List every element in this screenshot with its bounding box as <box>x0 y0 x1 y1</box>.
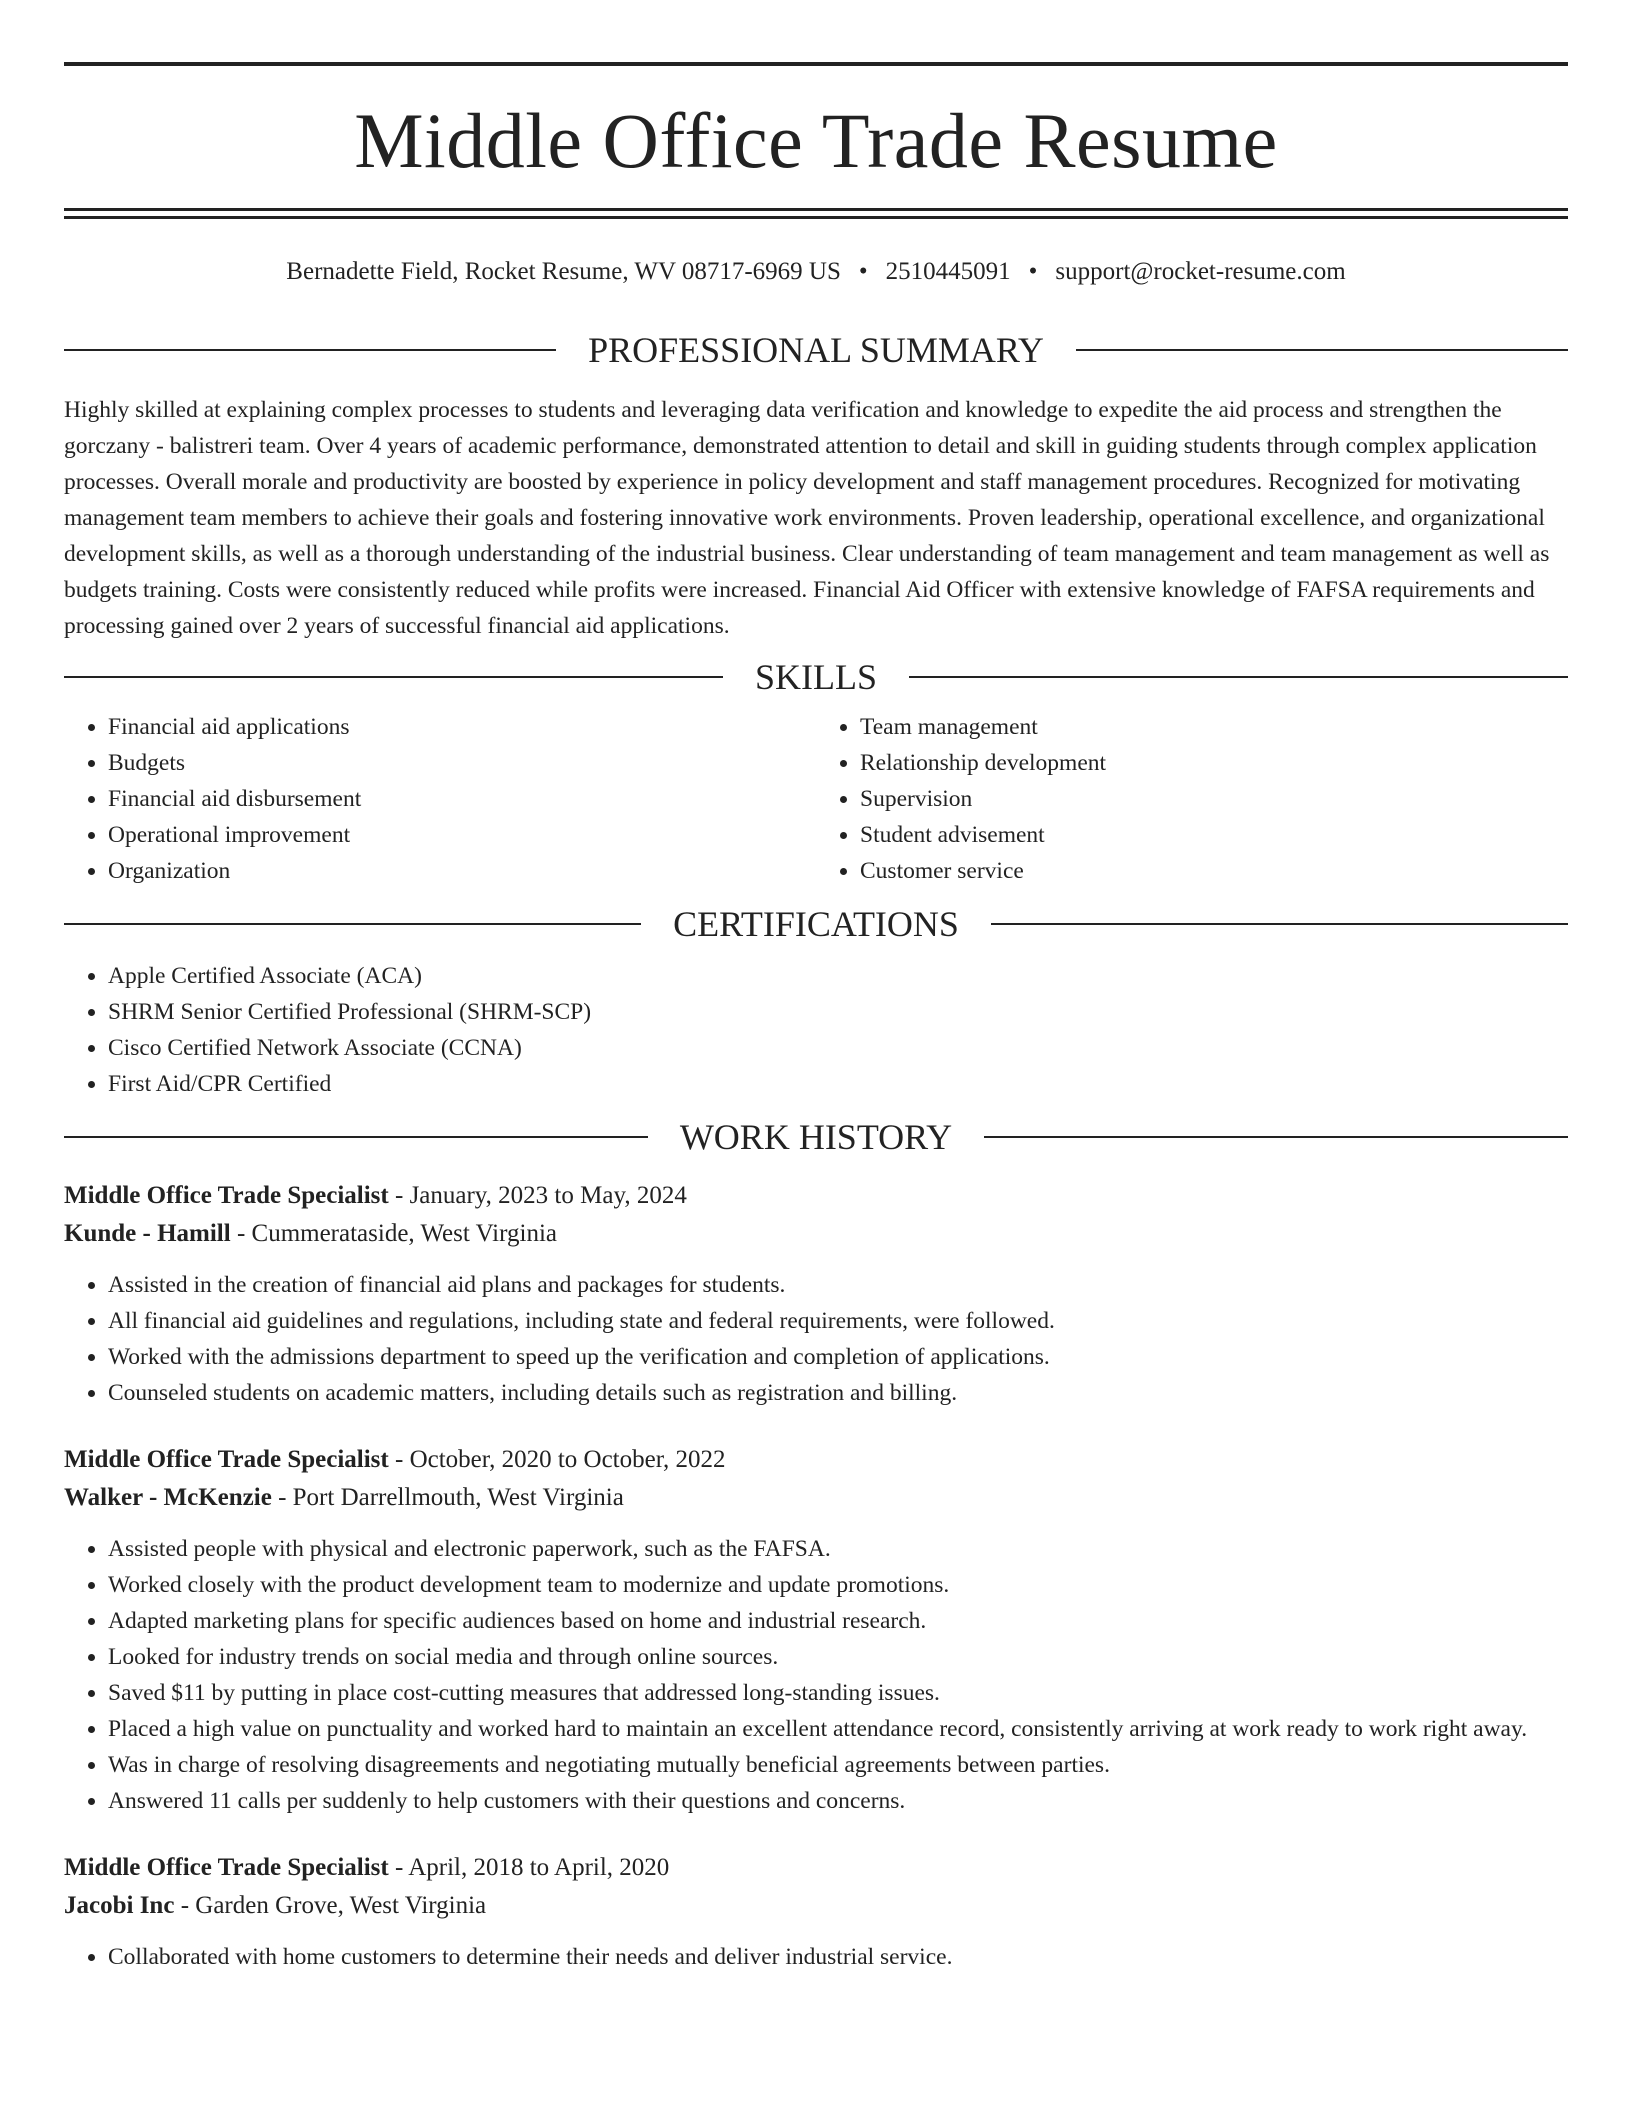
job-location: Port Darrellmouth, West Virginia <box>292 1484 624 1511</box>
job-bullet: • Counseled students on academic matters, including details such as registration and billing. <box>108 1375 1568 1411</box>
job-bullet: • Assisted in the creation of financial aid plans and packages for students. <box>108 1267 1568 1303</box>
job-entry <box>64 1177 1568 1411</box>
contact-phone: 2510445091 <box>885 258 1011 285</box>
job-title-line: Middle Office Trade Specialist - October, 2020 to October, 2022 <box>64 1446 726 1473</box>
title-bottom-double-rule <box>64 208 1568 219</box>
job-bullet: • Worked with the admissions department to speed up the verification and completion of applications. <box>108 1339 1568 1375</box>
section-rule <box>1076 349 1568 351</box>
job-bullet: • Was in charge of resolving disagreements and negotiating mutually beneficial agreements between parties. <box>108 1747 1568 1783</box>
job-location: Cummerataside, West Virginia <box>251 1220 557 1247</box>
certifications-section-header <box>64 904 1568 944</box>
section-rule <box>991 923 1568 925</box>
contact-email: support@rocket-resume.com <box>1055 258 1346 285</box>
job-entry <box>64 1441 1568 1819</box>
skills-section-header <box>64 657 1568 697</box>
job-dates: October, 2020 to October, 2022 <box>409 1446 726 1473</box>
job-bullet: • Saved $11 by putting in place cost-cutting measures that addressed long-standing issues. <box>108 1675 1568 1711</box>
certification-item: • First Aid/CPR Certified <box>108 1066 1568 1102</box>
skill-item: • Team management <box>860 709 1568 745</box>
job-bullet: • Worked closely with the product development team to modernize and update promotions. <box>108 1567 1568 1603</box>
skills-list-right <box>816 709 1568 889</box>
job-bullet: • Placed a high value on punctuality and worked hard to maintain an excellent attendance record, consistently arriving at work ready to work right away. <box>108 1711 1568 1747</box>
contact-address: Bernadette Field, Rocket Resume, WV 08717-6969 US <box>286 258 841 285</box>
job-bullet: • All financial aid guidelines and regulations, including state and federal requirements, were followed. <box>108 1303 1568 1339</box>
job-company: Walker - McKenzie <box>64 1484 272 1511</box>
section-rule <box>64 1136 648 1138</box>
title-block <box>64 0 1568 219</box>
summary-section-header <box>64 330 1568 370</box>
job-title-line: Middle Office Trade Specialist - January, 2023 to May, 2024 <box>64 1182 687 1209</box>
section-rule <box>984 1136 1568 1138</box>
section-rule <box>64 349 556 351</box>
skill-item: • Organization <box>108 853 816 889</box>
job-title: Middle Office Trade Specialist <box>64 1854 389 1881</box>
title-top-rule <box>64 62 1568 66</box>
contact-line <box>64 259 1568 284</box>
skills-list-left <box>64 709 816 889</box>
document-title: Middle Office Trade Resume <box>354 97 1278 184</box>
skills-grid <box>64 709 1568 889</box>
job-bullet: • Looked for industry trends on social media and through online sources. <box>108 1639 1568 1675</box>
skill-item: • Budgets <box>108 745 816 781</box>
job-company-line: Kunde - Hamill - Cummerataside, West Virginia <box>64 1220 557 1247</box>
certifications-heading: CERTIFICATIONS <box>673 904 959 944</box>
job-title-line: Middle Office Trade Specialist - April, 2018 to April, 2020 <box>64 1854 670 1881</box>
job-company-line: Walker - McKenzie - Port Darrellmouth, West Virginia <box>64 1484 624 1511</box>
skill-item: • Student advisement <box>860 817 1568 853</box>
certification-item: • Cisco Certified Network Associate (CCNA) <box>108 1030 1568 1066</box>
skills-heading: SKILLS <box>755 657 878 697</box>
job-bullets <box>64 1267 1568 1411</box>
job-company: Kunde - Hamill <box>64 1220 231 1247</box>
job-company-line: Jacobi Inc - Garden Grove, West Virginia <box>64 1892 487 1919</box>
resume-page <box>64 0 1568 1975</box>
section-rule <box>64 923 641 925</box>
section-rule <box>64 676 723 678</box>
job-bullet: • Answered 11 calls per suddenly to help customers with their questions and concerns. <box>108 1783 1568 1819</box>
contact-separator: • <box>858 258 868 285</box>
job-dates: January, 2023 to May, 2024 <box>409 1182 687 1209</box>
certification-item: • SHRM Senior Certified Professional (SHRM-SCP) <box>108 994 1568 1030</box>
job-title: Middle Office Trade Specialist <box>64 1446 389 1473</box>
contact-separator: • <box>1028 258 1038 285</box>
job-title: Middle Office Trade Specialist <box>64 1182 389 1209</box>
job-bullets <box>64 1531 1568 1819</box>
work-history-section-header <box>64 1117 1568 1157</box>
skill-item: • Customer service <box>860 853 1568 889</box>
certification-item: • Apple Certified Associate (ACA) <box>108 958 1568 994</box>
skill-item: • Relationship development <box>860 745 1568 781</box>
job-bullet: • Adapted marketing plans for specific audiences based on home and industrial research. <box>108 1603 1568 1639</box>
skill-item: • Operational improvement <box>108 817 816 853</box>
section-rule <box>909 676 1568 678</box>
job-company: Jacobi Inc <box>64 1892 175 1919</box>
work-history-heading: WORK HISTORY <box>679 1117 953 1157</box>
skill-item: • Financial aid disbursement <box>108 781 816 817</box>
summary-heading: PROFESSIONAL SUMMARY <box>588 330 1044 370</box>
job-location: Garden Grove, West Virginia <box>195 1892 487 1919</box>
job-bullet: • Collaborated with home customers to determine their needs and deliver industrial service. <box>108 1939 1568 1975</box>
job-dates: April, 2018 to April, 2020 <box>408 1854 670 1881</box>
job-entry <box>64 1849 1568 1975</box>
certifications-list <box>64 958 1568 1102</box>
skill-item: • Financial aid applications <box>108 709 816 745</box>
summary-text: Highly skilled at explaining complex processes to students and leveraging data verification and knowledge to expedite the aid process and strengthen the gorczany - balistreri team. Over 4 years of academic performance, demonstrated attention to detail and skill in guiding students through complex application processes. Overall morale and productivity are boosted by experience in policy development and staff management procedures. Recognized for motivating management team members to achieve their goals and fostering innovative work environments. Proven leadership, operational excellence, and organizational development skills, as well as a thorough understanding of the industrial business. Clear understanding of team management and team management as well as budgets training. Costs were consistently reduced while profits were increased. Financial Aid Officer with extensive knowledge of FAFSA requirements and processing gained over 2 years of successful financial aid applications. <box>64 397 1550 639</box>
skill-item: • Supervision <box>860 781 1568 817</box>
job-bullet: • Assisted people with physical and electronic paperwork, such as the FAFSA. <box>108 1531 1568 1567</box>
job-bullets <box>64 1939 1568 1975</box>
